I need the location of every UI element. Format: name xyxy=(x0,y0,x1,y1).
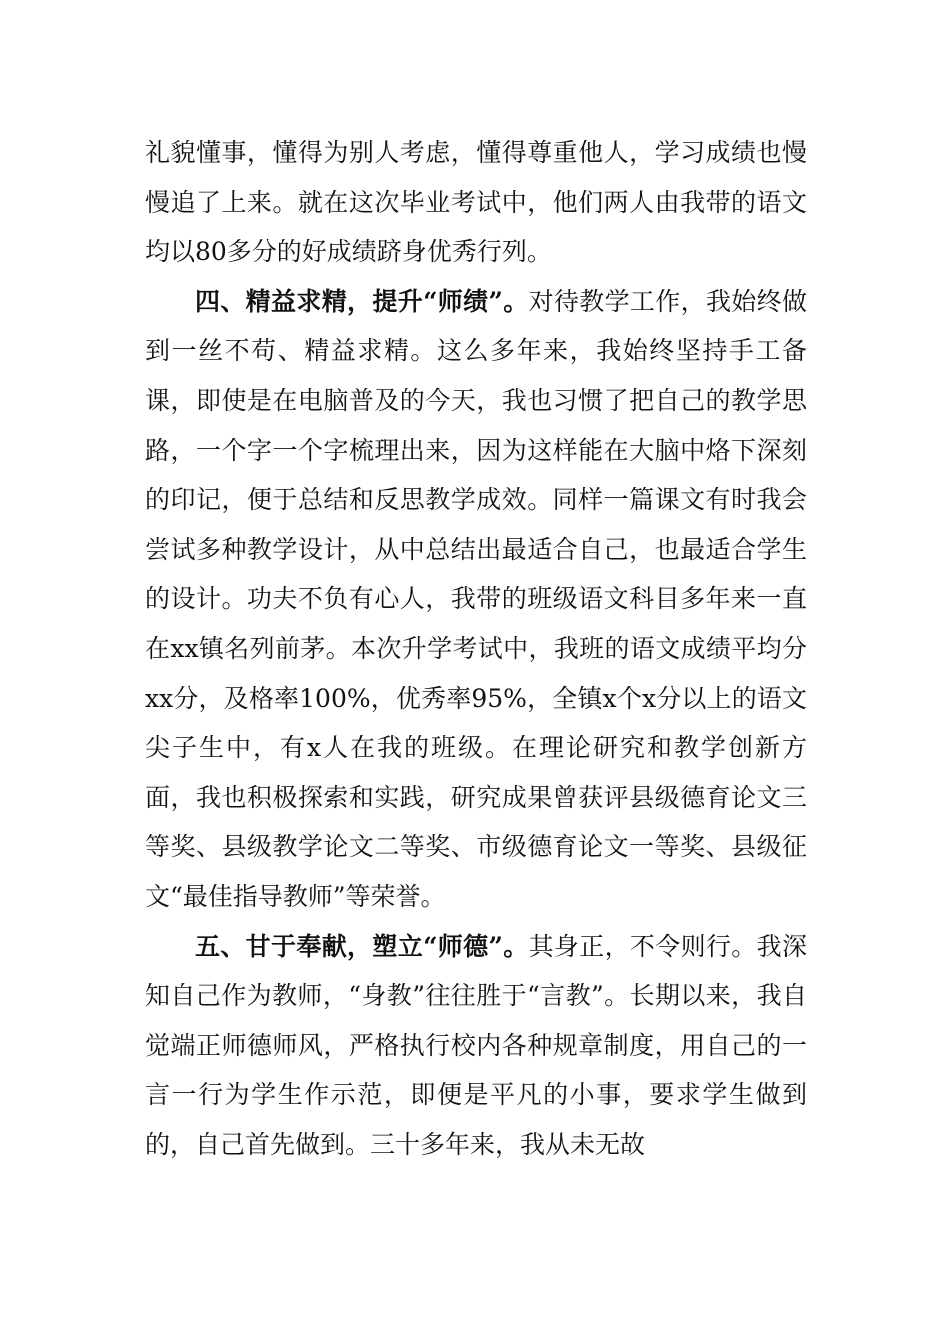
paragraph-body: 对待教学工作，我始终做到一丝不苟、精益求精。这么多年来，我始终坚持手工备课，即使是在电脑普及的今天，我也习惯了把自己的教学思路，一个字一个字梳理出来，因为这样能在大脑中烙下深刻的印记，便于总结和反思教学成效。同样一篇课文有时我会尝试多种教学设计，从中总结出最适合自己，也最适合学生的设计。功夫不负有心人，我带的班级语文科目多年来一直在xx镇名列前茅。本次升学考试中，我班的语文成绩平均分xx分，及格率100%，优秀率95%，全镇x个x分以上的语文尖子生中，有x人在我的班级。在理论研究和教学创新方面，我也积极探索和实践，研究成果曾获评县级德育论文三等奖、县级教学论文二等奖、市级德育论文一等奖、县级征文“最佳指导教师”等荣誉。 xyxy=(145,286,807,911)
section-heading: 五、甘于奉献，塑立“师德”。 xyxy=(195,931,529,961)
paragraph-section-four xyxy=(145,277,807,922)
paragraph-body: 礼貌懂事，懂得为别人考虑，懂得尊重他人，学习成绩也慢慢追了上来。就在这次毕业考试中，他们两人由我带的语文均以80多分的好成绩跻身优秀行列。 xyxy=(145,138,807,267)
document-page xyxy=(145,128,807,1169)
paragraph-body: 其身正，不令则行。我深知自己作为教师，“身教”往往胜于“言教”。长期以来，我自觉端正师德师风，严格执行校内各种规章制度，用自己的一言一行为学生作示范，即便是平凡的小事，要求学生做到的，自己首先做到。三十多年来，我从未无故 xyxy=(145,931,807,1159)
section-heading: 四、精益求精，提升“师绩”。 xyxy=(195,286,529,316)
paragraph-section-five xyxy=(145,922,807,1170)
paragraph-continued xyxy=(145,128,807,277)
